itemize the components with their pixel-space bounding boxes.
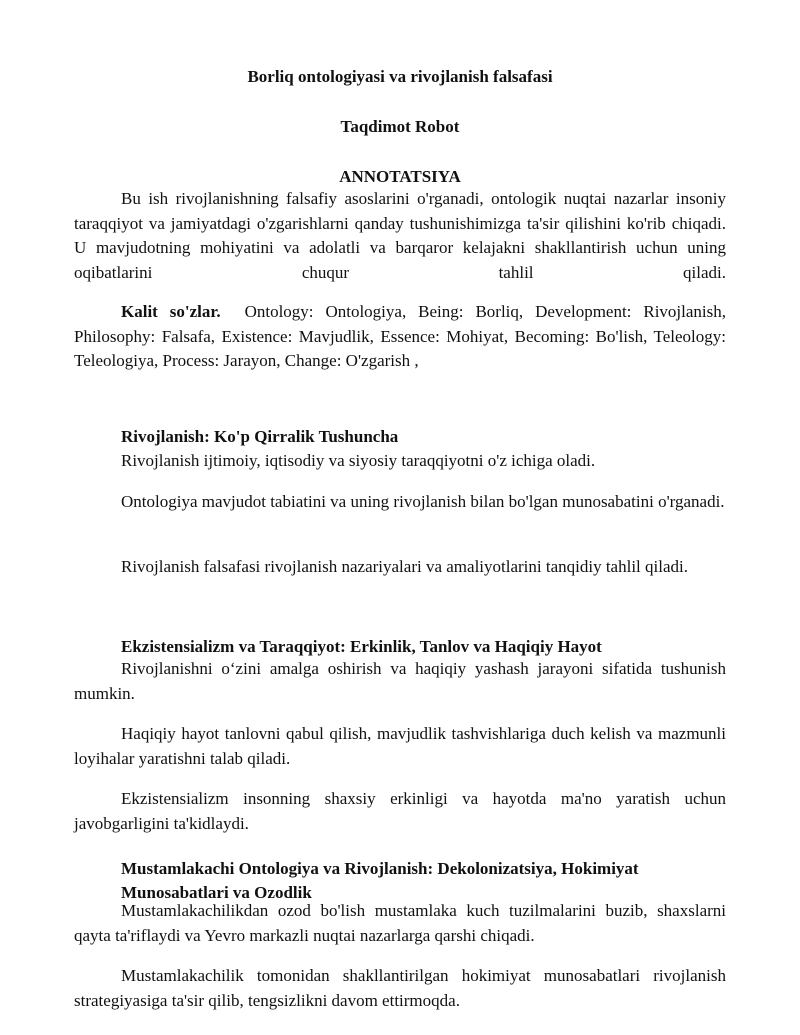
section-paragraph: Mustamlakachilikdan ozod bo'lish mustamlaka kuch tuzilmalarini buzib, shaxslarni qayta ta'riflaydi va Yevro markazli nuqtai nazarlarga qarshi chiqadi. — [74, 901, 726, 945]
section-heading: Ekzistensializm va Taraqqiyot: Erkinlik, Tanlov va Haqiqiy Hayot — [121, 637, 602, 656]
document-title: Borliq ontologiyasi va rivojlanish falsafasi — [247, 67, 553, 86]
section-heading: Mustamlakachi Ontologiya va Rivojlanish: Dekolonizatsiya, Hokimiyat Munosabatlari va Ozodlik — [121, 859, 639, 902]
section-paragraph: Haqiqiy hayot tanlovni qabul qilish, mavjudlik tashvishlariga duch kelish va mazmunli loyihalar yaratishni talab qiladi. — [74, 724, 726, 768]
annotation-heading: ANNOTATSIYA — [339, 167, 461, 186]
section-paragraph: Ontologiya mavjudot tabiatini va uning rivojlanish bilan bo'lgan munosabatini o'rganadi. — [121, 492, 725, 511]
section-paragraph: Ekzistensializm insonning shaxsiy erkinligi va hayotda ma'no yaratish uchun javobgarligini ta'kidlaydi. — [74, 789, 726, 833]
keywords-paragraph — [74, 300, 726, 374]
section-heading: Rivojlanish: Ko'p Qirralik Tushuncha — [121, 427, 399, 446]
section-paragraph: Rivojlanish falsafasi rivojlanish nazariyalari va amaliyotlarini tanqidiy tahlil qiladi. — [121, 557, 688, 576]
section-paragraph: Rivojlanishni oʻzini amalga oshirish va haqiqiy yashash jarayoni sifatida tushunish mumkin. — [74, 659, 726, 703]
annotation-paragraph — [74, 187, 726, 285]
section-paragraph: Mustamlakachilik tomonidan shakllantirilgan hokimiyat munosabatlari rivojlanish strategiyasiga ta'sir qilib, tengsizlikni davom ettirmoqda. — [74, 966, 726, 1010]
annotation-text: Bu ish rivojlanishning falsafiy asoslarini o'rganadi, ontologik nuqtai nazarlar insoniy taraqqiyot va jamiyatdagi o'zgarishlarni qanday tushunishimizga ta'sir qilishini ko'rib chiqadi. U mavjudotning mohiyatini va adolatli va barqaror kelajakni shakllantirish uchun uning oqibatlarini chuqur tahlil qiladi. — [74, 189, 726, 282]
document-author: Taqdimot Robot — [340, 117, 460, 136]
keywords-label: Kalit so'zlar. — [121, 302, 221, 321]
section-paragraph: Rivojlanish ijtimoiy, iqtisodiy va siyosiy taraqqiyotni o'z ichiga oladi. — [121, 451, 596, 470]
keywords-text: Ontology: Ontologiya, Being: Borliq, Development: Rivojlanish, Philosophy: Falsafa, Existence: Mavjudlik, Essence: Mohiyat, Becoming: Bo'lish, Teleology: Teleologiya, Process: Jarayon, Change: O'zgarish , — [74, 302, 727, 370]
